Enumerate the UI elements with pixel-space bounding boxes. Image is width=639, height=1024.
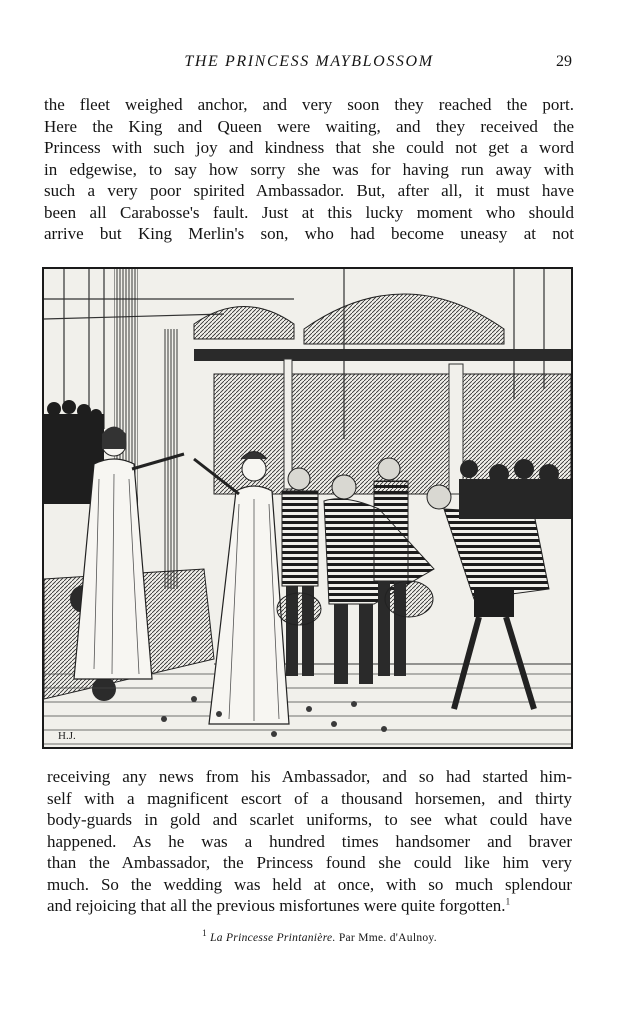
text-line: happened. As he was a hundred times handsomer and braver	[47, 831, 572, 851]
text-line: the fleet weighed anchor, and very soon they reached the port.	[44, 95, 574, 114]
text-line: than the Ambassador, the Princess found she could like him very	[47, 853, 572, 872]
text-line: such a very poor spirited Ambassador. But, after all, it must have	[44, 181, 574, 200]
footnote-title: La Princesse Printanière.	[210, 932, 336, 944]
artist-signature: H.J.	[58, 730, 76, 742]
running-title: THE PRINCESS MAYBLOSSOM	[184, 53, 434, 70]
text-line: in edgewise, to say how sorry she was for having run away with	[44, 159, 574, 179]
text-line: Here the King and Queen were waiting, and they received the	[44, 116, 574, 136]
text-line: Princess with such joy and kindness that she could not get a word	[44, 138, 574, 157]
footnote	[0, 928, 639, 944]
paragraph-bottom	[47, 766, 572, 917]
footnote-attribution: Par Mme. d'Aulnoy.	[338, 932, 437, 944]
page-number: 29	[556, 53, 572, 70]
text-line: much. So the wedding was held at once, with so much splendour	[47, 874, 572, 894]
footnote-marker: 1	[202, 928, 207, 939]
text-line: arrive but King Merlin's son, who had become uneasy at not	[44, 224, 574, 243]
text-line: body-guards in gold and scarlet uniforms, to see what could have	[47, 810, 572, 829]
text-line	[47, 895, 572, 917]
text-line-content: and rejoicing that all the previous misfortunes were quite forgotten.	[47, 896, 506, 915]
running-header	[42, 53, 576, 75]
text-line: self with a magnificent escort of a thousand horsemen, and thirty	[47, 788, 572, 808]
text-line: receiving any news from his Ambassador, and so had started him-	[47, 767, 572, 786]
paragraph-top	[44, 94, 574, 245]
illustration-engraving	[44, 269, 571, 747]
awning	[194, 349, 571, 361]
text-line: been all Carabosse's fault. Just at this lucky moment who should	[44, 202, 574, 222]
illustration	[42, 267, 573, 749]
footnote-reference: 1	[505, 896, 511, 907]
